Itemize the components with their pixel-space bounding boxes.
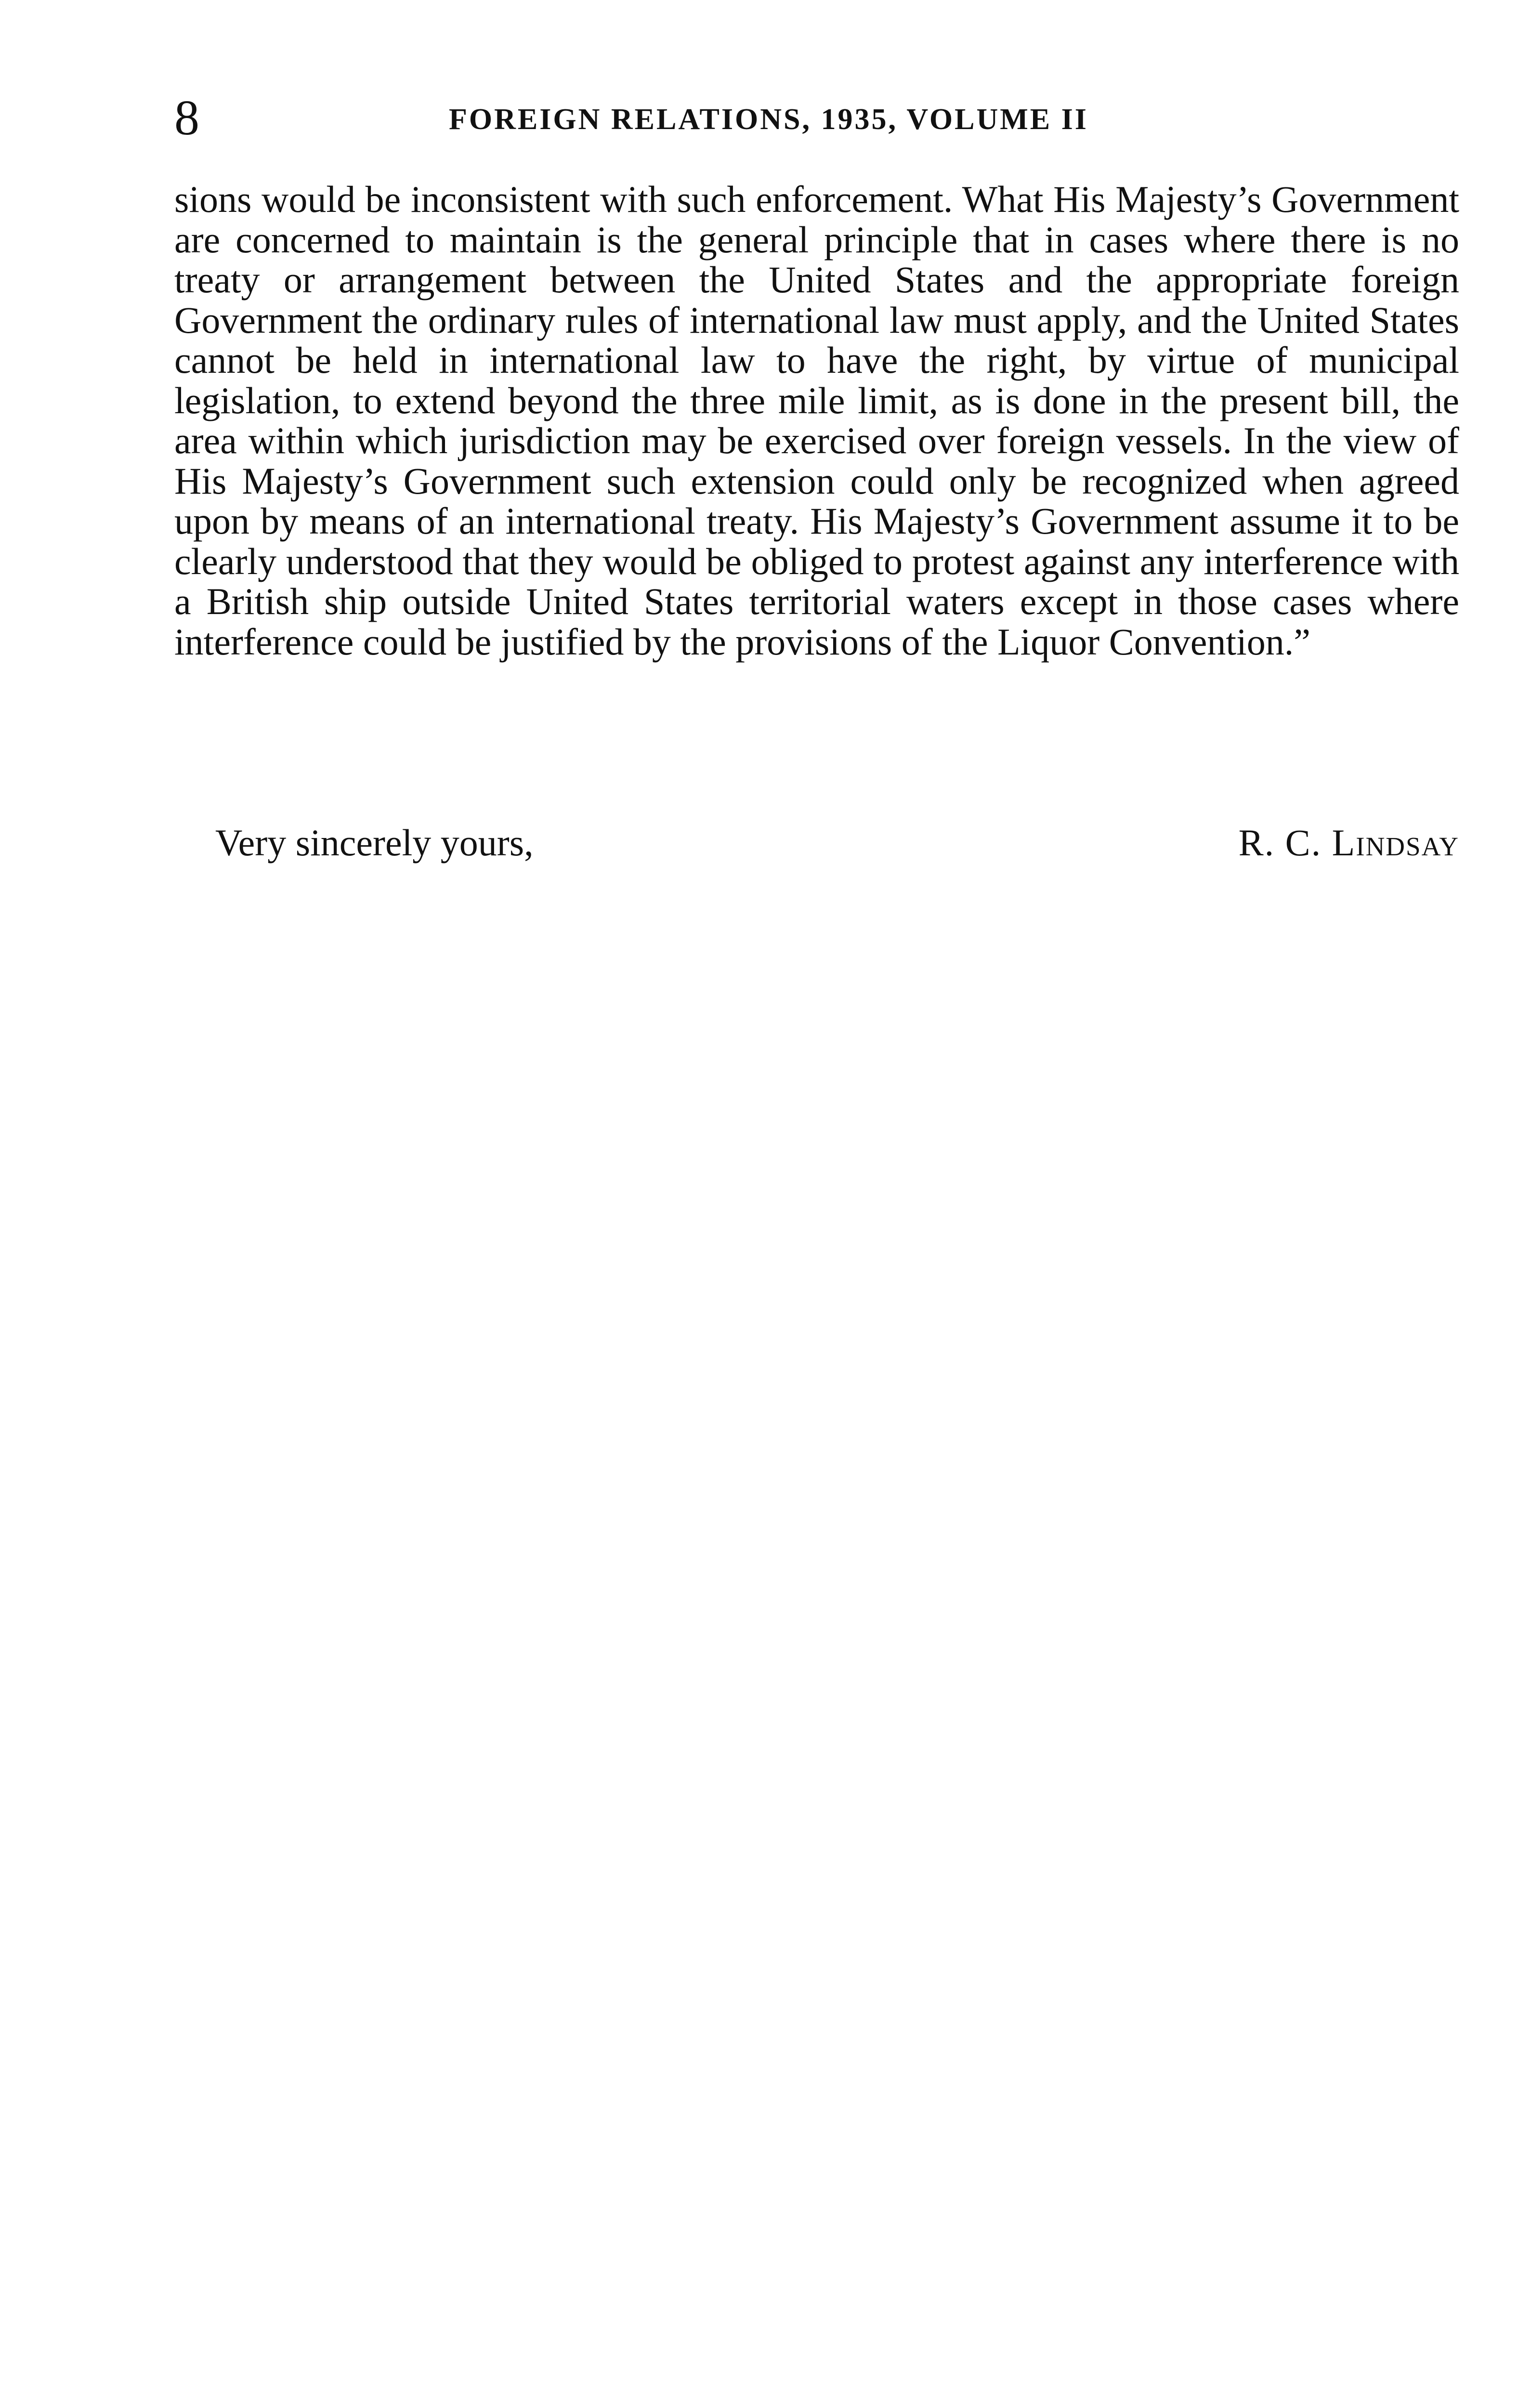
page-number: 8 xyxy=(174,90,199,145)
running-header xyxy=(174,92,1451,144)
complimentary-close: Very sincerely yours, xyxy=(215,822,534,864)
running-title: FOREIGN RELATIONS, 1935, VOLUME II xyxy=(449,103,1088,136)
body-paragraph: sions would be inconsistent with such enforcement. What His Majesty’s Government are concerned to maintain is the general principle that in cases where there is no treaty or arrangement between the United States and the appropriate foreign Government the ordinary rules of international law must apply, and the United States cannot be held in international law to have the right, by virtue of municipal legislation, to extend beyond the three mile limit, as is done in the present bill, the area within which jurisdiction may be exercised over foreign vessels. In the view of His Majesty’s Government such extension could only be recognized when agreed upon by means of an international treaty. His Majesty’s Government assume it to be clearly understood that they would be obliged to protest against any interference with a British ship outside United States territorial waters except in those cases where interference could be justified by the provisions of the Liquor Convention.” xyxy=(174,178,1459,663)
signature-name: R. C. Lindsay xyxy=(1238,822,1459,864)
letter-closing xyxy=(174,821,1459,869)
